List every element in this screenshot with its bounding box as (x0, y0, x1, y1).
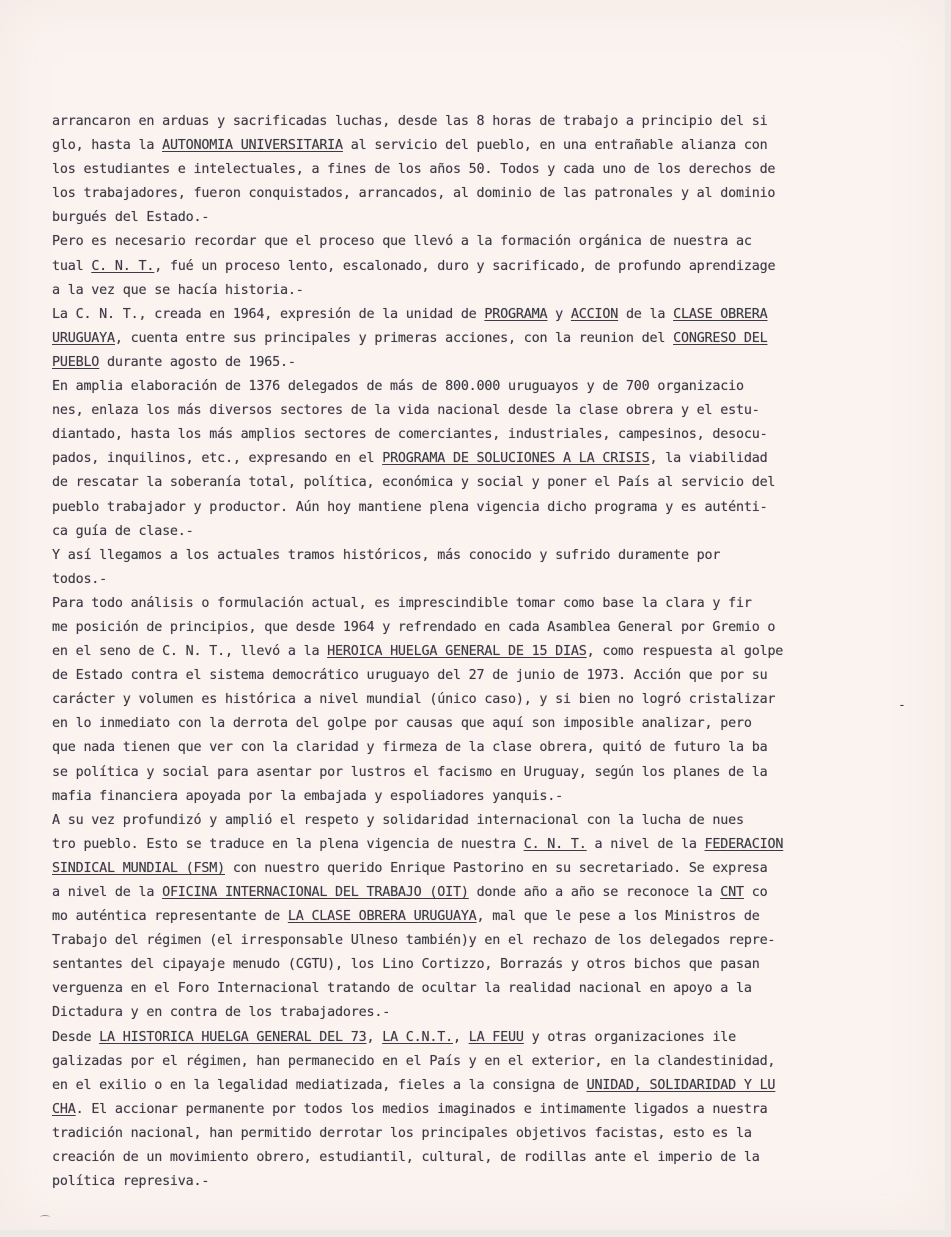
paragraph (52, 230, 888, 302)
text-segment: al servicio del pueblo, en una entrañable alianza con (342, 138, 768, 154)
text-segment: . El accionar permanente por todos los medios imaginados e intimamente ligados a nuestra (75, 1101, 768, 1117)
underlined-phrase: PROGRAMA DE SOLUCIONES A LA CRISIS (382, 451, 650, 467)
text-line (52, 255, 888, 279)
paragraph (52, 544, 888, 592)
text-segment: se política y social para asentar por lustros el facismo en Uruguay, según los planes de la (52, 764, 768, 780)
text-segment: carácter y volumen es histórica a nivel mundial (único caso), y si bien no logró cristalizar (52, 692, 776, 708)
underlined-phrase: C. N. T. (523, 836, 587, 852)
text-line (52, 688, 888, 712)
text-line (52, 785, 888, 809)
text-line (52, 977, 888, 1001)
text-line (52, 809, 888, 833)
text-line (52, 496, 888, 520)
paragraph (52, 110, 888, 230)
text-segment: mo auténtica representante de (52, 909, 288, 925)
text-line (52, 833, 888, 857)
document-body (52, 110, 888, 1194)
text-segment: mafia financiera apoyada por la embajada y espoliadores yanquis.- (52, 788, 564, 804)
text-segment: pueblo trabajador y productor. Aún hoy mantiene plena vigencia dicho programa y es auténti- (52, 499, 768, 515)
text-line (52, 327, 888, 351)
underlined-phrase: PUEBLO (52, 354, 100, 370)
text-line (52, 712, 888, 736)
text-line (52, 1026, 888, 1050)
text-segment: co (743, 885, 768, 900)
text-segment: de la (618, 306, 674, 322)
text-line (52, 857, 888, 881)
text-line (52, 1050, 888, 1074)
text-segment: burgués del Estado.- (52, 210, 210, 226)
text-segment: a la vez que se hacía historia.- (52, 282, 304, 298)
text-segment: a nivel de la (52, 885, 163, 900)
text-segment: , (366, 1029, 383, 1045)
text-segment: los trabajadores, fueron conquistados, arrancados, al dominio de las patronales y al dominio (52, 186, 776, 202)
text-line (52, 158, 888, 182)
underlined-phrase: FEDERACION (704, 836, 784, 852)
underlined-phrase: LA CLASE OBRERA URUGUAYA (287, 909, 477, 925)
text-line (52, 279, 888, 303)
text-line (52, 761, 888, 785)
text-line (52, 664, 888, 688)
margin-mark: - (898, 698, 906, 713)
text-line (52, 881, 888, 905)
underlined-phrase: CNT (720, 885, 744, 900)
text-line (52, 736, 888, 760)
text-segment: Dictadura y en contra de los trabajadores.- (52, 1005, 391, 1021)
text-line (52, 230, 888, 254)
text-segment: , (452, 1029, 469, 1045)
underlined-phrase: LA C.N.T. (382, 1029, 453, 1045)
text-segment: diantado, hasta los más amplios sectores de comerciantes, industriales, campesinos, desocu- (52, 427, 768, 443)
text-segment: nes, enlaza los más diversos sectores de la vida nacional desde la clase obrera y el estu- (52, 403, 760, 419)
underlined-phrase: OFICINA INTERNACIONAL DEL TRABAJO (OIT) (162, 885, 469, 900)
underlined-phrase: PROGRAMA (484, 306, 548, 322)
text-line (52, 929, 888, 953)
underlined-phrase: UNIDAD, SOLIDARIDAD Y LU (586, 1077, 776, 1093)
text-line (52, 303, 888, 327)
underlined-phrase: CLASE OBRERA (673, 306, 768, 322)
text-segment: todos.- (52, 571, 108, 587)
underlined-phrase: HEROICA HUELGA GENERAL DE 15 DIAS (327, 644, 587, 660)
text-line (52, 1001, 888, 1025)
text-segment: con nuestro querido Enrique Pastorino en su secretariado. Se expresa (224, 860, 768, 876)
text-segment: , la viabilidad (649, 451, 768, 467)
text-segment: verguenza en el Foro Internacional tratando de ocultar la realidad nacional en apoyo a la (52, 981, 752, 997)
text-line (52, 640, 888, 664)
text-segment: y (547, 306, 571, 322)
text-segment: , fué un proceso lento, escalonado, duro y sacrificado, de profundo aprendizage (154, 258, 776, 274)
text-segment: Para todo análisis o formulación actual, es imprescindible tomar como base la clara y fir (52, 595, 752, 611)
text-line (52, 592, 888, 616)
underlined-phrase: ACCION (570, 306, 619, 322)
underlined-phrase: CHA (52, 1101, 76, 1117)
text-segment: A su vez profundizó y amplió el respeto y solidaridad internacional con la lucha de nues (52, 812, 744, 828)
paragraph (52, 303, 888, 375)
text-segment: donde año a año se reconoce la (468, 885, 721, 900)
text-segment: La C. N. T., creada en 1964, expresión de la unidad de (52, 306, 485, 322)
paragraph (52, 1026, 888, 1195)
text-segment: Pero es necesario recordar que el proceso que llevó a la formación orgánica de nuestra ac (52, 234, 752, 250)
underlined-phrase: SINDICAL MUNDIAL (FSM) (52, 860, 225, 876)
text-segment: tro pueblo. Esto se traduce en la plena vigencia de nuestra (52, 836, 524, 852)
text-line (52, 182, 888, 206)
text-segment: En amplia elaboración de 1376 delegados de más de 800.000 uruguayos y de 700 organizacio (52, 379, 744, 395)
paragraph (52, 375, 888, 544)
underlined-phrase: CONGRESO DEL (673, 330, 768, 346)
underlined-phrase: LA HISTORICA HUELGA GENERAL DEL 73 (99, 1029, 367, 1045)
text-line (52, 1122, 888, 1146)
text-segment: me posición de principios, que desde 1964 y refrendado en cada Asamblea General por Gremio o (52, 619, 776, 635)
text-line (52, 351, 888, 375)
text-line (52, 110, 888, 134)
text-line (52, 953, 888, 977)
text-line (52, 375, 888, 399)
text-segment: en el exilio o en la legalidad mediatizada, fieles a la consigna de (52, 1077, 587, 1093)
text-segment: Y así llegamos a los actuales tramos históricos, más conocido y sufrido duramente por (52, 547, 721, 563)
text-line (52, 544, 888, 568)
text-line (52, 1098, 888, 1122)
text-segment: política represiva.- (52, 1174, 210, 1190)
text-segment: creación de un movimiento obrero, estudiantil, cultural, de rodillas ante el imperio de la (52, 1150, 760, 1166)
text-line (52, 1074, 888, 1098)
text-segment: tual (52, 258, 92, 274)
underlined-phrase: AUTONOMIA UNIVERSITARIA (162, 138, 343, 154)
text-segment: ca guía de clase.- (52, 523, 194, 539)
text-line (52, 206, 888, 230)
text-segment: en el seno de C. N. T., llevó a la (52, 644, 328, 660)
text-segment: durante agosto de 1965.- (99, 354, 296, 370)
paragraph (52, 809, 888, 1026)
paragraph (52, 592, 888, 809)
text-segment: de rescatar la soberanía total, política, económica y social y poner el País al servicio del (52, 475, 776, 491)
text-line (52, 1170, 888, 1194)
text-segment: pados, inquilinos, etc., expresando en el (52, 451, 383, 467)
text-line (52, 1146, 888, 1170)
text-segment: sentantes del cipayaje menudo (CGTU), los Lino Cortizzo, Borrazás y otros bichos que pasan (52, 957, 760, 973)
text-line (52, 447, 888, 471)
text-line (52, 471, 888, 495)
text-segment: en lo inmediato con la derrota del golpe por causas que aquí son imposible analizar, pero (52, 716, 752, 732)
text-line (52, 905, 888, 929)
text-segment: glo, hasta la (52, 138, 163, 154)
text-line (52, 616, 888, 640)
text-segment: , cuenta entre sus principales y primeras acciones, con la reunion del (114, 330, 674, 346)
text-segment: galizadas por el régimen, han permanecido en el País y en el exterior, en la clandestinidad, (52, 1053, 776, 1069)
text-segment: que nada tienen que ver con la claridad y firmeza de la clase obrera, quitó de futuro la ba (52, 740, 768, 756)
text-line (52, 399, 888, 423)
text-segment: Desde (52, 1029, 100, 1045)
text-line (52, 134, 888, 158)
text-segment: los estudiantes e intelectuales, a fines de los años 50. Todos y cada uno de los derechos de (52, 162, 776, 178)
underlined-phrase: URUGUAYA (52, 330, 115, 346)
text-segment: y otras organizaciones ile (523, 1029, 737, 1045)
text-segment: tradición nacional, han permitido derrotar los principales objetivos facistas, esto es la (52, 1125, 752, 1141)
text-line (52, 423, 888, 447)
underlined-phrase: C. N. T. (91, 258, 155, 274)
page-corner-mark (40, 1215, 50, 1219)
text-line (52, 568, 888, 592)
text-segment: arrancaron en arduas y sacrificadas luchas, desde las 8 horas de trabajo a principio del si (52, 114, 768, 129)
text-segment: , como respuesta al golpe (586, 644, 784, 660)
text-segment: a nivel de la (586, 836, 705, 852)
text-segment: de Estado contra el sistema democrático uruguayo del 27 de junio de 1973. Acción que por su (52, 668, 768, 684)
text-segment: Trabajo del régimen (el irresponsable Ulneso también)y en el rechazo de los delegados repre- (52, 933, 776, 949)
underlined-phrase: LA FEUU (468, 1029, 524, 1045)
text-line (52, 520, 888, 544)
text-segment: , mal que le pese a los Ministros de (476, 909, 760, 925)
